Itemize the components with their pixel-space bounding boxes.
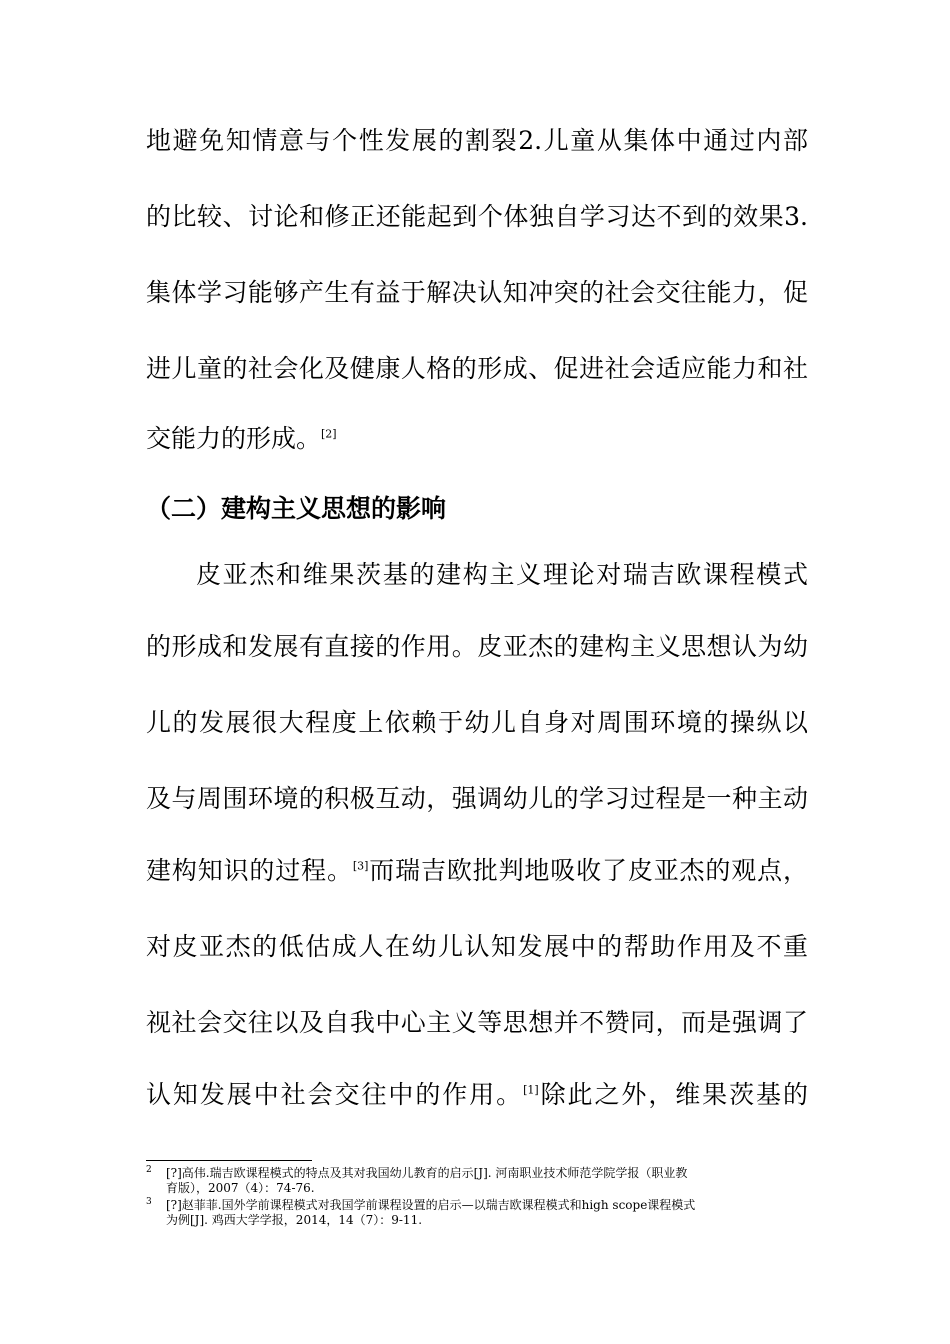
- text-line: 儿的发展很大程度上依赖于幼儿自身对周围环境的操纵以: [146, 708, 808, 737]
- text-line: 的比较、讨论和修正还能起到个体独自学习达不到的效果3.: [146, 202, 808, 231]
- text-line: 对皮亚杰的低估成人在幼儿认知发展中的帮助作用及不重: [146, 932, 808, 961]
- text-line: 地避免知情意与个性发展的割裂2.儿童从集体中通过内部: [146, 126, 808, 155]
- footnote-number: 3: [146, 1197, 152, 1207]
- text-segment: 而瑞吉欧批判地吸收了皮亚杰的观点，: [368, 856, 808, 885]
- citation-ref: [2]: [321, 427, 337, 441]
- text-line: 皮亚杰和维果茨基的建构主义理论对瑞吉欧课程模式: [196, 560, 808, 589]
- footnote-divider: [146, 1160, 312, 1161]
- text-segment: 除此之外，维果茨基的: [538, 1080, 808, 1109]
- footnote-text-line: 为例[J]. 鸡西大学学报，2014，14（7）：9-11.: [166, 1213, 423, 1227]
- citation-ref: [1]: [523, 1083, 539, 1097]
- text-segment: 建构知识的过程。: [146, 856, 353, 885]
- text-line: [146, 1080, 808, 1110]
- text-line: 及与周围环境的积极互动，强调幼儿的学习过程是一种主动: [146, 784, 808, 813]
- text-line: 进儿童的社会化及健康人格的形成、促进社会适应能力和社: [146, 354, 808, 383]
- citation-ref: [3]: [352, 859, 369, 873]
- footnote-text-line: [?]赵菲菲.国外学前课程模式对我国学前课程设置的启示—以瑞吉欧课程模式和high scope课程模式: [166, 1198, 696, 1212]
- text-segment: 认知发展中社会交往中的作用。: [146, 1080, 524, 1109]
- text-line: 视社会交往以及自我中心主义等思想并不赞同，而是强调了: [146, 1008, 808, 1037]
- text-line: [146, 856, 808, 886]
- footnote: [146, 1198, 810, 1228]
- section-heading: （二）建构主义思想的影响: [146, 494, 447, 523]
- footnote-text-line: 育版），2007（4）：74-76.: [166, 1181, 315, 1195]
- footnote: [146, 1166, 810, 1196]
- text-line: 的形成和发展有直接的作用。皮亚杰的建构主义思想认为幼: [146, 632, 808, 661]
- text-line: 集体学习能够产生有益于解决认知冲突的社会交往能力，促: [146, 278, 808, 307]
- text-line: [146, 424, 808, 454]
- footnote-number: 2: [146, 1165, 152, 1175]
- footnote-text-line: [?]高伟.瑞吉欧课程模式的特点及其对我国幼儿教育的启示[J]. 河南职业技术师范学院学报（职业教: [166, 1166, 688, 1180]
- text-segment: 交能力的形成。: [146, 424, 322, 453]
